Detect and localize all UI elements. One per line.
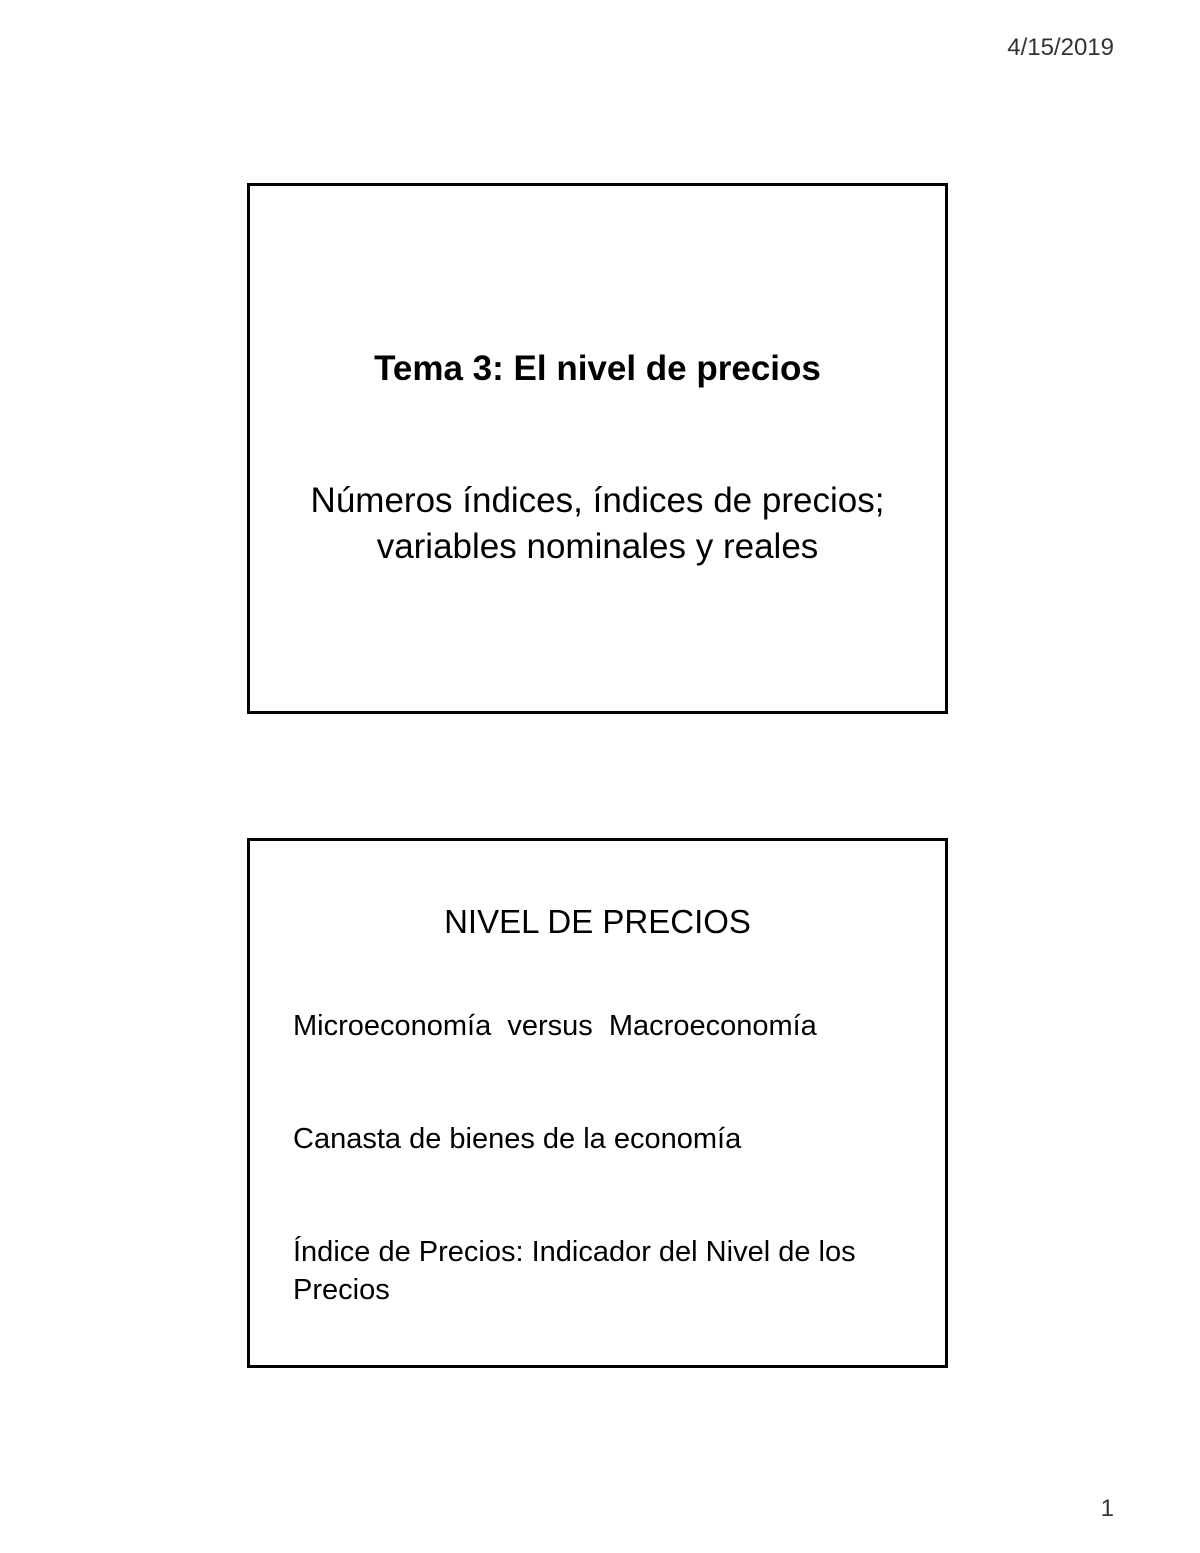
slide-heading: NIVEL DE PRECIOS [444,903,751,940]
slide-point: Canasta de bienes de la economía [293,1123,742,1155]
slide-point: Microeconomía versus Macroeconomía [293,1010,817,1042]
page-date: 4/15/2019 [1007,34,1114,61]
subtitle-line-1: Números índices, índices de precios; [310,481,885,520]
subtitle-line-2: variables nominales y reales [376,527,819,566]
slide-title: Tema 3: El nivel de precios [374,349,821,388]
slide-subtitle [250,478,945,570]
slide-point: Índice de Precios: Indicador del Nivel de los Precios [293,1236,856,1306]
slide-2 [247,838,948,1368]
page-number: 1 [1100,1495,1114,1522]
slide-1 [247,183,948,714]
